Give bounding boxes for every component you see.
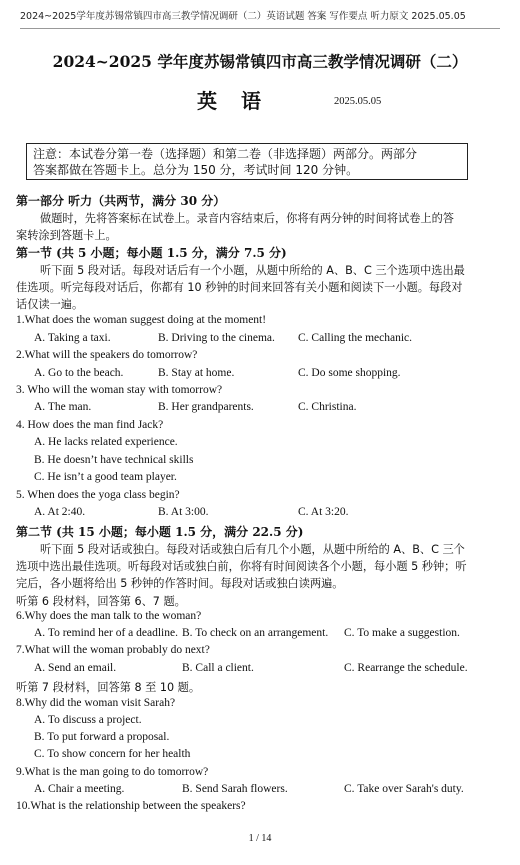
question-stem: 6.Why does the man talk to the woman? (16, 610, 202, 622)
option-b: B. Stay at home. (158, 367, 235, 379)
option-b: B. Her grandparents. (158, 401, 254, 413)
page-header: 2024~2025学年度苏锡常镇四市高三教学情况调研（二）英语试题 答案 写作要点 听力原文 2025.05.05 (20, 8, 500, 29)
section1-heading: 第一节 (共 5 小题；每小题 1.5 分，满分 7.5 分) (16, 246, 287, 260)
subject-title: 英语 (197, 89, 285, 113)
option-c: C. To show concern for her health (34, 748, 191, 760)
option-b: B. Call a client. (182, 662, 254, 674)
option-b: B. At 3:00. (158, 506, 209, 518)
option-c: C. To make a suggestion. (344, 627, 460, 639)
option-c: C. He isn’t a good team player. (34, 471, 177, 483)
option-a: A. To discuss a project. (34, 714, 142, 726)
notice-box (26, 143, 468, 180)
question-stem: 7.What will the woman probably do next? (16, 644, 210, 656)
question-stem: 3. Who will the woman stay with tomorrow? (16, 384, 223, 396)
section2-intro-line: 听下面 5 段对话或独白。每段对话或独白后有几个小题，从题中所给的 A、B、C 三个 (40, 543, 465, 556)
option-c: C. Rearrange the schedule. (344, 662, 468, 674)
option-a: A. To remind her of a deadline. (34, 627, 178, 639)
option-c: C. Calling the mechanic. (298, 332, 413, 344)
section1-intro-line: 话仅读一遍。 (16, 298, 84, 311)
part1-heading: 第一部分 听力（共两节，满分 30 分） (16, 194, 226, 208)
question-stem: 4. How does the man find Jack? (16, 419, 164, 431)
question-stem: 10.What is the relationship between the speakers? (16, 800, 246, 812)
option-a: A. Send an email. (34, 662, 117, 674)
material-note: 听第 6 段材料，回答第 6、7 题。 (16, 595, 186, 608)
section1-intro-line: 佳选项。听完每段对话后，你都有 10 秒钟的时间来回答有关小题和阅读下一小题。每段对 (16, 281, 463, 294)
option-c: C. Christina. (298, 401, 357, 413)
option-b: B. To put forward a proposal. (34, 731, 170, 743)
question-stem: 8.Why did the woman visit Sarah? (16, 697, 176, 709)
question-stem: 9.What is the man going to do tomorrow? (16, 766, 209, 778)
option-b: B. He doesn’t have technical skills (34, 454, 194, 466)
option-c: C. Take over Sarah's duty. (344, 783, 464, 795)
option-a: A. At 2:40. (34, 506, 86, 518)
part1-intro-line: 案转涂到答题卡上。 (16, 229, 117, 242)
notice-line: 答案都做在答题卡上。总分为 150 分，考试时间 120 分钟。 (33, 163, 359, 177)
option-b: B. Driving to the cinema. (158, 332, 275, 344)
section2-intro-line: 选项中选出最佳选项。听每段对话或独白前，你将有时间阅读各个小题，每小题 5 秒钟；听 (16, 560, 467, 573)
exam-title: 2024~2025 学年度苏锡常镇四市高三教学情况调研（二） (52, 52, 468, 71)
question-stem: 2.What will the speakers do tomorrow? (16, 349, 198, 361)
option-a: A. The man. (34, 401, 92, 413)
option-a: A. Go to the beach. (34, 367, 124, 379)
notice-line: 注意：本试卷分第一卷（选择题）和第二卷（非选择题）两部分。两部分 (33, 147, 418, 161)
option-c: C. Do some shopping. (298, 367, 401, 379)
option-c: C. At 3:20. (298, 506, 349, 518)
question-stem: 1.What does the woman suggest doing at the moment! (16, 314, 267, 326)
option-a: A. Chair a meeting. (34, 783, 125, 795)
option-a: A. Taking a taxi. (34, 332, 111, 344)
exam-date: 2025.05.05 (334, 96, 382, 107)
option-a: A. He lacks related experience. (34, 436, 178, 448)
section2-heading: 第二节 (共 15 小题；每小题 1.5 分，满分 22.5 分) (16, 525, 304, 539)
section2-intro-line: 完后，各小题将给出 5 秒钟的作答时间。每段对话或独白读两遍。 (16, 577, 344, 590)
question-stem: 5. When does the yoga class begin? (16, 489, 180, 501)
material-note: 听第 7 段材料，回答第 8 至 10 题。 (16, 681, 201, 694)
option-b: B. Send Sarah flowers. (182, 783, 288, 795)
page-number: 1 / 14 (248, 833, 272, 844)
section1-intro-line: 听下面 5 段对话。每段对话后有一个小题，从题中所给的 A、B、C 三个选项中选出最 (40, 264, 465, 277)
option-b: B. To check on an arrangement. (182, 627, 329, 639)
part1-intro-line: 做题时，先将答案标在试卷上。录音内容结束后，你将有两分钟的时间将试卷上的答 (40, 212, 454, 225)
